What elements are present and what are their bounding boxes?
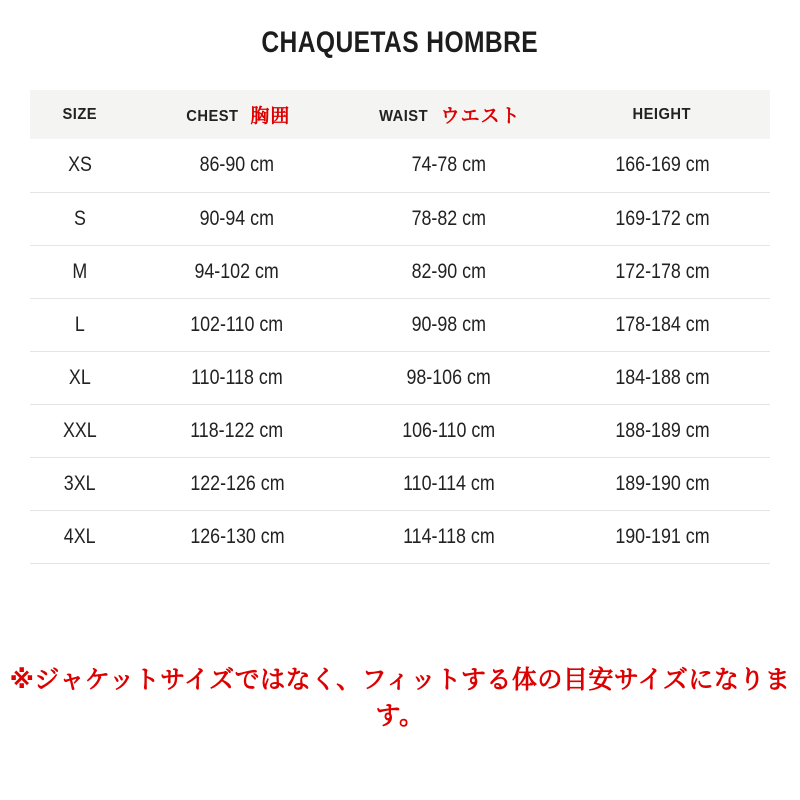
height-value: 169-172 cm xyxy=(614,206,710,230)
waist-value: 98-106 cm xyxy=(406,365,492,389)
table-row-xs xyxy=(30,139,770,192)
waist-value: 90-98 cm xyxy=(411,312,487,336)
cell-waist xyxy=(344,457,554,510)
chest-value: 86-90 cm xyxy=(199,153,275,177)
waist-value: 74-78 cm xyxy=(411,153,487,177)
header-row xyxy=(30,90,770,139)
size-chart-head xyxy=(30,90,770,139)
cell-size xyxy=(30,192,130,245)
cell-waist xyxy=(344,510,554,563)
waist-value: 78-82 cm xyxy=(411,206,487,230)
cell-chest xyxy=(130,510,344,563)
cell-height xyxy=(554,298,770,351)
waist-value: 110-114 cm xyxy=(403,471,495,495)
cell-height xyxy=(554,245,770,298)
header-size-label: SIZE xyxy=(62,105,98,123)
waist-value: 82-90 cm xyxy=(411,259,487,283)
height-value: 189-190 cm xyxy=(614,471,710,495)
size-value: XS xyxy=(68,153,92,177)
cell-chest xyxy=(130,457,344,510)
cell-waist xyxy=(344,192,554,245)
size-value: 4XL xyxy=(64,524,96,548)
waist-value: 106-110 cm xyxy=(402,418,496,442)
cell-waist xyxy=(344,139,554,192)
cell-height xyxy=(554,404,770,457)
size-chart-page xyxy=(0,26,800,800)
cell-waist xyxy=(344,245,554,298)
header-chest-ja-label: 胸囲 xyxy=(250,106,291,127)
header-chest-label: CHEST xyxy=(185,108,239,125)
cell-size xyxy=(30,245,130,298)
header-height-label: HEIGHT xyxy=(632,105,692,123)
chest-value: 122-126 cm xyxy=(189,471,285,495)
table-row-m xyxy=(30,245,770,298)
cell-waist xyxy=(344,298,554,351)
size-value: M xyxy=(72,259,88,283)
cell-waist xyxy=(344,404,554,457)
header-waist-ja-label: ウエスト xyxy=(440,106,521,127)
size-chart-table xyxy=(30,90,770,564)
cell-chest xyxy=(130,245,344,298)
height-value: 166-169 cm xyxy=(614,153,710,177)
chest-value: 102-110 cm xyxy=(190,312,284,336)
cell-chest xyxy=(130,298,344,351)
chest-value: 126-130 cm xyxy=(189,524,285,548)
waist-value: 114-118 cm xyxy=(403,524,495,548)
cell-chest xyxy=(130,192,344,245)
cell-height xyxy=(554,192,770,245)
table-row-xxl xyxy=(30,404,770,457)
col-header-chest xyxy=(130,90,344,139)
size-chart-body xyxy=(30,139,770,563)
col-header-size xyxy=(30,90,130,139)
cell-size xyxy=(30,139,130,192)
height-value: 188-189 cm xyxy=(614,418,710,442)
size-value: S xyxy=(74,206,86,230)
height-value: 172-178 cm xyxy=(614,259,710,283)
cell-height xyxy=(554,457,770,510)
page-title-text: CHAQUETAS HOMBRE xyxy=(261,26,539,59)
chest-value: 110-118 cm xyxy=(191,365,283,389)
cell-height xyxy=(554,351,770,404)
table-row-l xyxy=(30,298,770,351)
cell-size xyxy=(30,457,130,510)
col-header-height xyxy=(554,90,770,139)
cell-chest xyxy=(130,351,344,404)
cell-chest xyxy=(130,139,344,192)
height-value: 178-184 cm xyxy=(614,312,710,336)
fit-guideline-note: ※ジャケットサイズではなく、フィットする体の目安サイズになります。 xyxy=(9,665,791,730)
size-value: XL xyxy=(69,365,91,389)
col-header-waist xyxy=(344,90,554,139)
page-title xyxy=(0,26,800,60)
cell-waist xyxy=(344,351,554,404)
chest-value: 90-94 cm xyxy=(199,206,275,230)
cell-height xyxy=(554,510,770,563)
height-value: 190-191 cm xyxy=(614,524,710,548)
size-value: 3XL xyxy=(64,471,96,495)
cell-size xyxy=(30,404,130,457)
header-waist-label: WAIST xyxy=(379,108,429,125)
cell-size xyxy=(30,351,130,404)
cell-size xyxy=(30,298,130,351)
table-row-xl xyxy=(30,351,770,404)
table-row-s xyxy=(30,192,770,245)
cell-size xyxy=(30,510,130,563)
cell-chest xyxy=(130,404,344,457)
cell-height xyxy=(554,139,770,192)
chest-value: 118-122 cm xyxy=(190,418,284,442)
chest-value: 94-102 cm xyxy=(194,259,280,283)
height-value: 184-188 cm xyxy=(614,365,710,389)
size-value: L xyxy=(75,312,85,336)
size-value: XXL xyxy=(63,418,97,442)
table-row-3xl xyxy=(30,457,770,510)
table-row-4xl xyxy=(30,510,770,563)
